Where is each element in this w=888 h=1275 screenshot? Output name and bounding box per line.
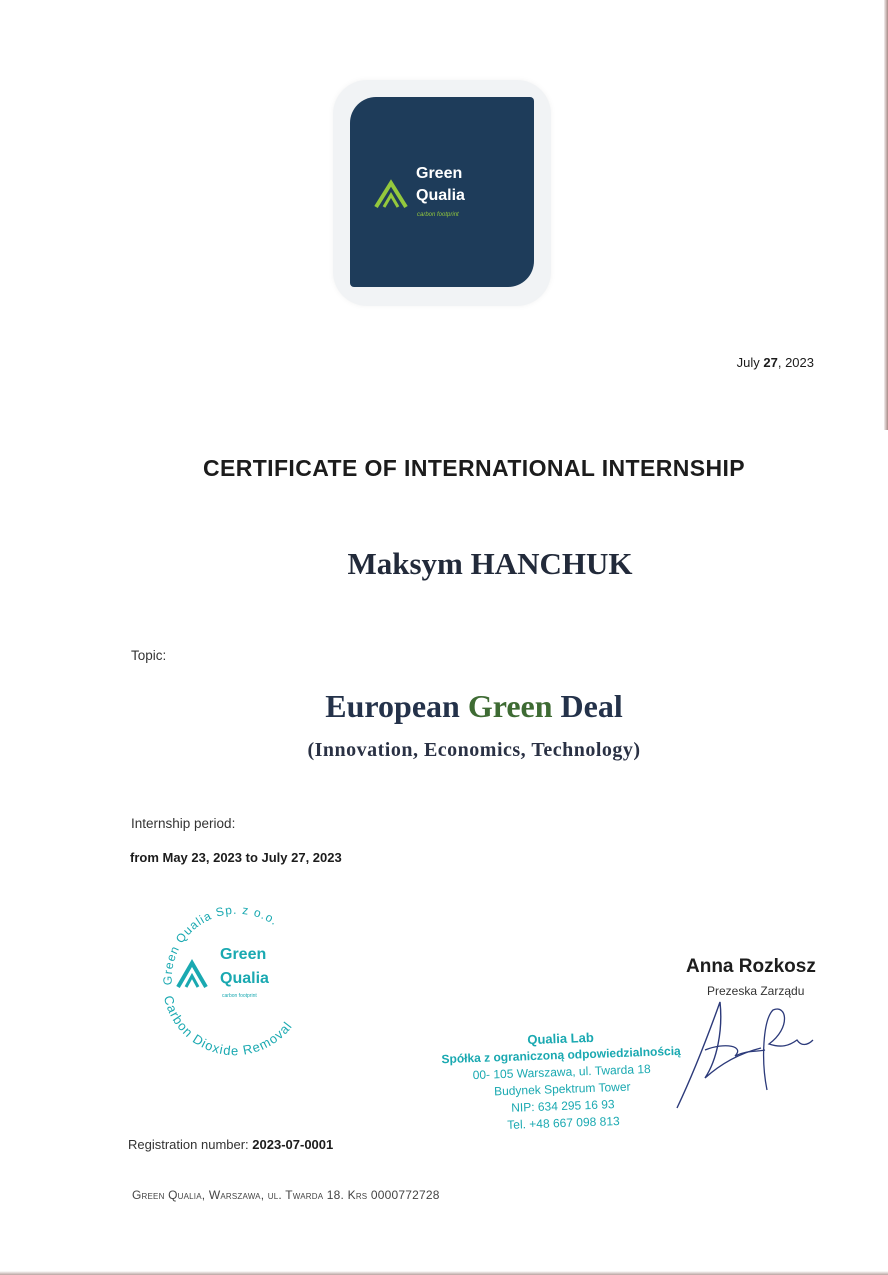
page-edge-shadow [884, 0, 888, 430]
registration-label: Registration number: [128, 1137, 253, 1152]
date-day: 27 [763, 355, 778, 370]
topic-subtitle: (Innovation, Economics, Technology) [307, 739, 641, 761]
period-label: Internship period: [131, 816, 236, 831]
stamp-center-qualia: Qualia [220, 970, 269, 987]
stamp-center-green: Green [220, 946, 267, 963]
stamp-tel: Tel. +48 667 098 813 [507, 1114, 620, 1132]
company-logo [350, 97, 534, 287]
certificate-title: CERTIFICATE OF INTERNATIONAL INTERNSHIP [202, 455, 746, 481]
stamp-company-name: Qualia Lab [527, 1029, 594, 1048]
signer-title: Prezeska Zarządu [707, 984, 805, 998]
logo-text-qualia: Qualia [416, 187, 465, 204]
stamp-nip: NIP: 634 295 16 93 [510, 1097, 615, 1115]
page-bottom-shadow [0, 1271, 888, 1275]
footer-company-info: Green Qualia, Warszawa, ul. Twarda 18. Krs 0000772728 [132, 1188, 440, 1202]
signer-name: Anna Rozkosz [686, 956, 816, 977]
topic-title-part3: Deal [552, 688, 623, 724]
stamp-center-small: carbon footprint [222, 993, 257, 999]
topic-title-part1: European [325, 688, 468, 724]
topic-title [0, 688, 888, 725]
date-year: , 2023 [777, 355, 814, 370]
stamp-company-type: Spółka z ograniczoną odpowiedzialnością [441, 1043, 681, 1067]
stamp-bottom-text: Carbon Dioxide Removal [160, 993, 296, 1059]
logo-text-green: Green [416, 165, 463, 182]
registration-number [128, 1137, 333, 1152]
logo-tagline: carbon footprint [417, 212, 459, 218]
handwritten-signature [665, 990, 825, 1120]
period-value: from May 23, 2023 to July 27, 2023 [130, 850, 342, 865]
date-month: July [736, 355, 764, 370]
stamp-building: Budynek Spektrum Tower [493, 1079, 631, 1099]
recipient-name: Maksym HANCHUK [347, 546, 633, 581]
round-company-stamp [150, 893, 320, 1063]
topic-label: Topic: [131, 648, 167, 663]
chevron-up-icon [374, 179, 408, 209]
certificate-date [737, 355, 814, 370]
stamp-top-text: Green Qualia Sp. z o.o. [160, 902, 281, 986]
registration-value: 2023-07-0001 [252, 1137, 334, 1152]
stamp-address: 00- 105 Warszawa, ul. Twarda 18 [472, 1061, 651, 1083]
stamp-chevron-icon [178, 963, 206, 987]
topic-title-part2: Green [467, 688, 553, 724]
